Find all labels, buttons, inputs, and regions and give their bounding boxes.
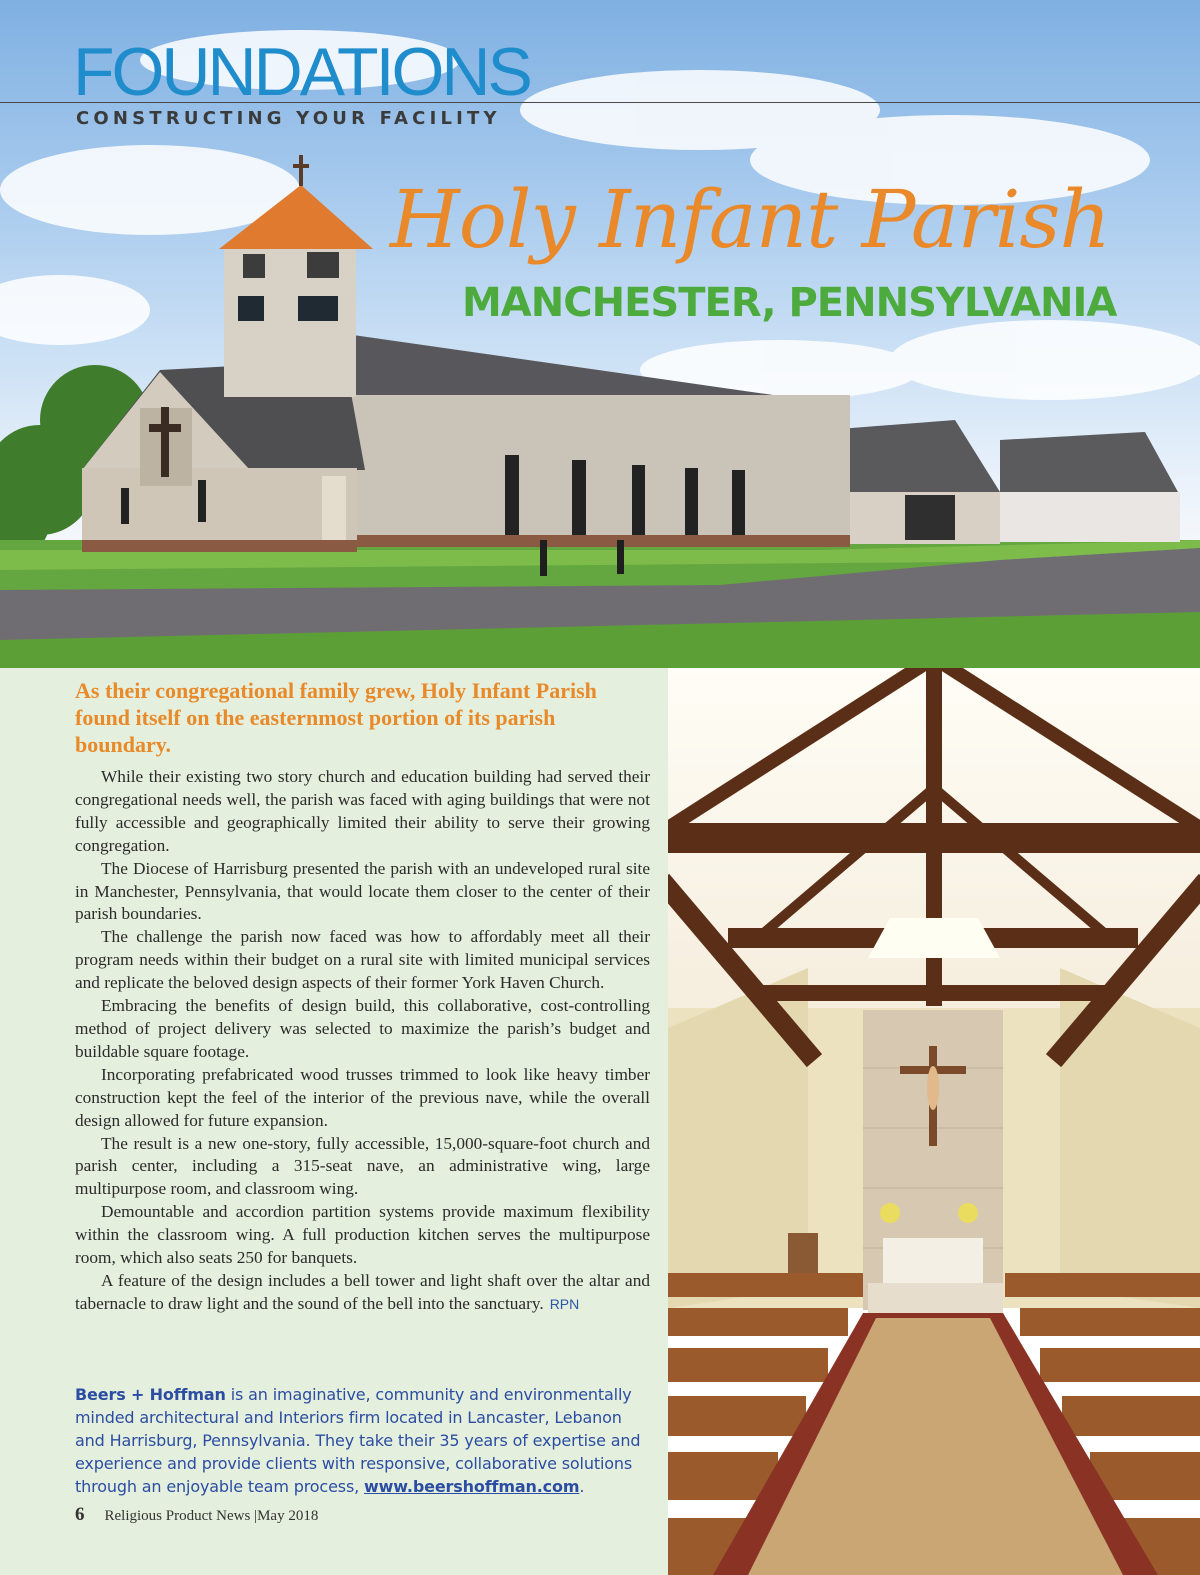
page-footer	[75, 1504, 318, 1526]
page-number: 6	[75, 1504, 85, 1525]
article-column	[0, 668, 668, 1575]
paragraph: While their existing two story church and education building had served their congregational needs well, the parish was faced with aging buildings that were not fully accessible and geographically limited their ability to serve their growing congregation.	[75, 767, 650, 855]
publication-issue: Religious Product News |May 2018	[104, 1508, 319, 1524]
article-signoff: RPN	[549, 1295, 580, 1312]
article-body	[75, 766, 650, 1316]
paragraph: The result is a new one-story, fully accessible, 15,000-square-foot church and parish center, including a 315-seat nave, an administrative wing, large multipurpose room, and classroom wing.	[75, 1133, 650, 1199]
article-lead: As their congregational family grew, Holy Infant Parish found itself on the easternmost portion of its parish boundary.	[75, 678, 597, 757]
credit-end: .	[579, 1477, 585, 1496]
paragraph: Embracing the benefits of design build, this collaborative, cost-controlling method of project delivery was selected to maximize the parish’s budget and buildable square footage.	[75, 996, 650, 1061]
paragraph: Incorporating prefabricated wood trusses trimmed to look like heavy timber construction kept the feel of the interior of the previous nave, while the overall design allowed for future expansion.	[75, 1064, 650, 1130]
publication-section-title: FOUNDATIONS	[73, 34, 530, 110]
firm-credit	[75, 1383, 655, 1498]
hero-banner	[0, 0, 1200, 668]
paragraph: The Diocese of Harrisburg presented the parish with an undeveloped rural site in Manchester, Pennsylvania, that would locate them closer to the center of their parish boundaries.	[75, 858, 650, 924]
section-subtitle: CONSTRUCTING YOUR FACILITY	[76, 108, 501, 129]
firm-name: Beers + Hoffman	[75, 1385, 226, 1404]
article-location: MANCHESTER, PENNSYLVANIA	[462, 280, 1117, 326]
nave-illustration	[668, 668, 1200, 1575]
nave-interior-photo	[668, 668, 1200, 1575]
final-paragraph	[75, 1270, 650, 1316]
paragraph: Demountable and accordion partition systems provide maximum flexibility within the classroom wing. A full production kitchen serves the multipurpose room, which also seats 250 for banquets.	[75, 1202, 650, 1268]
paragraph-text: A feature of the design includes a bell tower and light shaft over the altar and tabernacle to draw light and the sound of the bell into the sanctuary.	[75, 1270, 650, 1313]
firm-website-link[interactable]: www.beershoffman.com	[364, 1477, 580, 1496]
firm-description: is an imaginative, community and environmentally minded architectural and Interiors firm located in Lancaster, Lebanon and Harrisburg, Pennsylvania. They take their 35 years of expertise and experience and provide clients with responsive, collaborative solutions through an enjoyable team process,	[75, 1385, 641, 1496]
paragraph: The challenge the parish now faced was how to affordably meet all their program needs within their budget on a rural site with limited municipal services and replicate the beloved design aspects of their former York Haven Church.	[75, 927, 650, 993]
article-title: Holy Infant Parish	[390, 173, 1111, 266]
